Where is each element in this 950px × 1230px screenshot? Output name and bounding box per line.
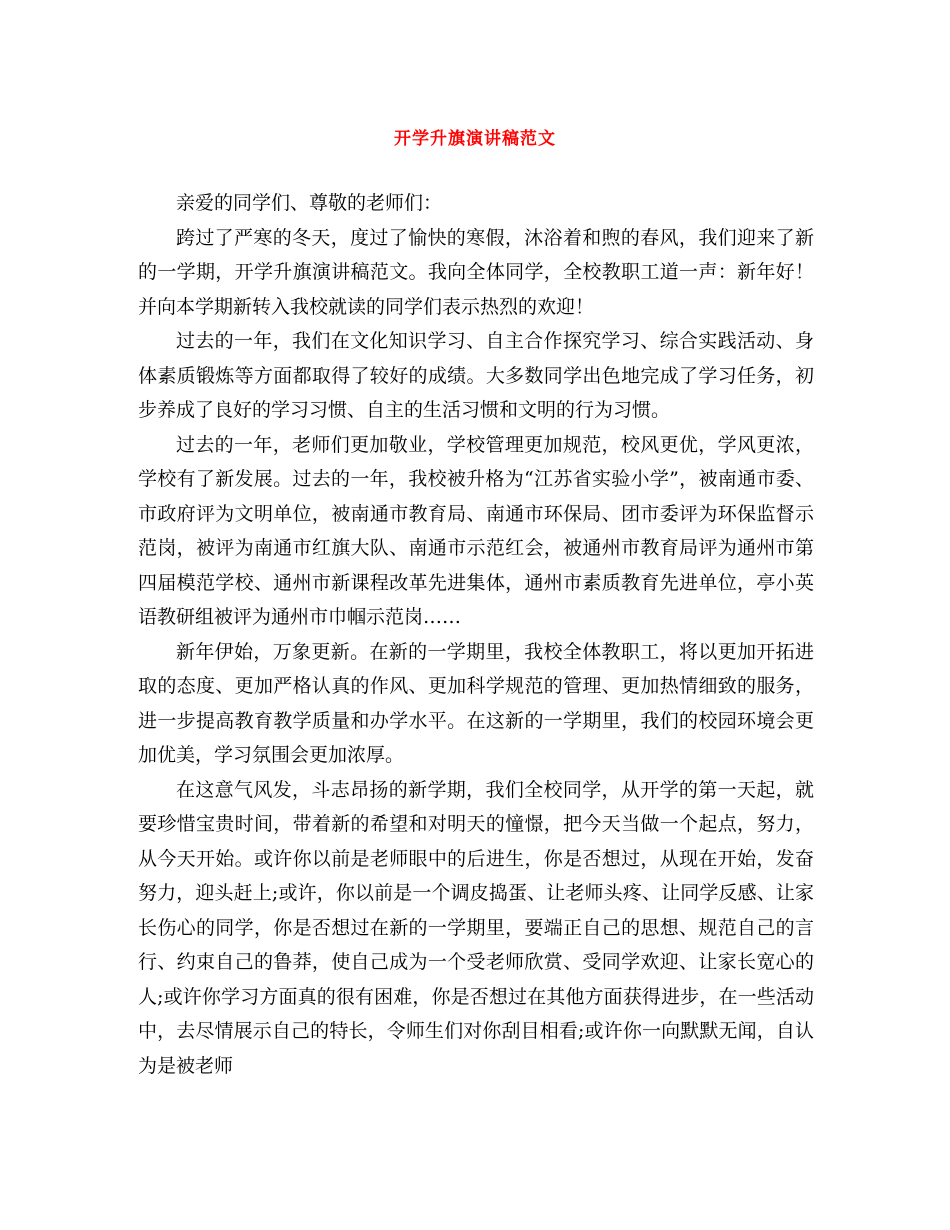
paragraph-4: 新年伊始，万象更新。在新的一学期里，我校全体教职工，将以更加开拓进取的态度、更加严格认真的作风、更加科学规范的管理、更加热情细致的服务，进一步提高教育教学质量和办学水平。在这新的一学期里，我们的校园环境会更加优美，学习氛围会更加浓厚。 — [138, 640, 814, 766]
document-title: 开学升旗演讲稿范文 — [394, 129, 556, 149]
paragraph-3: 过去的一年，老师们更加敬业，学校管理更加规范，校风更优，学风更浓，学校有了新发展。过去的一年，我校被升格为“江苏省实验小学”，被南通市委、市政府评为文明单位，被南通市教育局、南通市环保局、团市委评为环保监督示范岗，被评为南通市红旗大队、南通市示范红会，被通州市教育局评为通州市第四届模范学校、通州市新课程改革先进集体，通州市素质教育先进单位，亭小英语教研组被评为通州市巾帼示范岗…… — [138, 433, 814, 628]
paragraph-1: 跨过了严寒的冬天，度过了愉快的寒假，沐浴着和煦的春风，我们迎来了新的一学期，开学升旗演讲稿范文。我向全体同学，全校教职工道一声：新年好！并向本学期新转入我校就读的同学们表示热烈的欢迎！ — [138, 226, 814, 318]
paragraph-2: 过去的一年，我们在文化知识学习、自主合作探究学习、综合实践活动、身体素质锻炼等方面都取得了较好的成绩。大多数同学出色地完成了学习任务，初步养成了良好的学习习惯、自主的生活习惯和文明的行为习惯。 — [138, 330, 814, 421]
document-body — [138, 186, 814, 1083]
paragraph-5: 在这意气风发，斗志昂扬的新学期，我们全校同学，从开学的第一天起，就要珍惜宝贵时间，带着新的希望和对明天的憧憬，把今天当做一个起点，努力，从今天开始。或许你以前是老师眼中的后进生，你是否想过，从现在开始，发奋努力，迎头赶上;或许，你以前是一个调皮捣蛋、让老师头疼、让同学反感、让家长伤心的同学，你是否想过在新的一学期里，要端正自己的思想、规范自己的言行、约束自己的鲁莽，使自己成为一个受老师欣赏、受同学欢迎、让家长宽心的人;或许你学习方面真的很有困难，你是否想过在其他方面获得进步，在一些活动中，去尽情展示自己的特长，令师生们对你刮目相看;或许你一向默默无闻，自认为是被老师 — [138, 778, 814, 1077]
paragraph-greeting: 亲爱的同学们、尊敬的老师们： — [176, 192, 443, 214]
